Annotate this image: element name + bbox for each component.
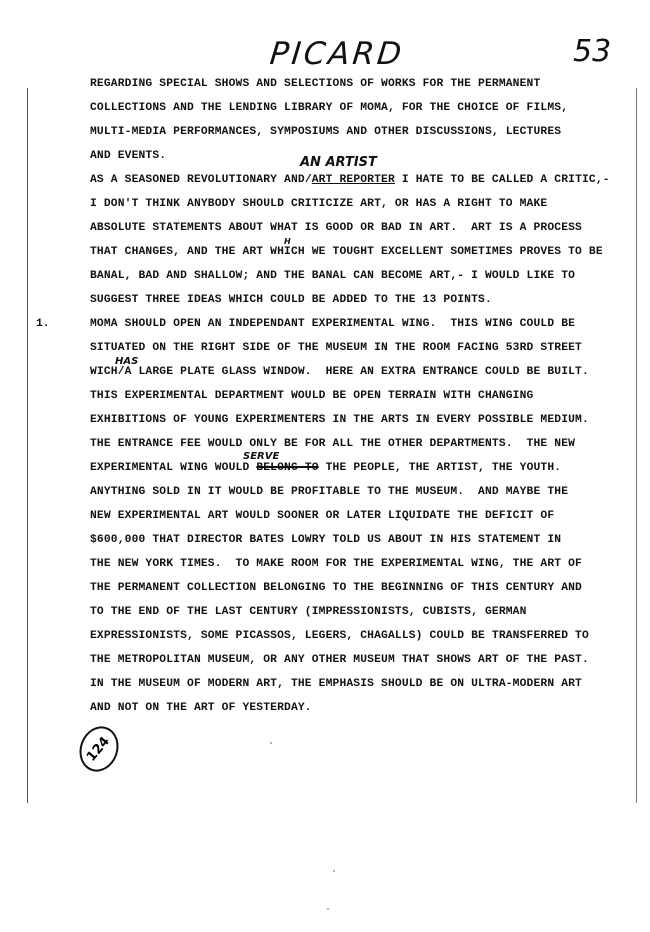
text-line: COLLECTIONS AND THE LENDING LIBRARY OF MOMA, FOR THE CHOICE OF FILMS, <box>90 102 569 114</box>
left-margin-line <box>27 88 28 803</box>
text-line: NEW EXPERIMENTAL ART WOULD SOONER OR LATER LIQUIDATE THE DEFICIT OF <box>90 510 555 522</box>
underlined-text: ART REPORTER <box>311 174 395 186</box>
scan-speck <box>270 742 272 744</box>
text-line: MOMA SHOULD OPEN AN INDEPENDANT EXPERIMENTAL WING. THIS WING COULD BE <box>90 318 576 330</box>
text-segment: AS A SEASONED REVOLUTIONARY AND <box>90 174 305 186</box>
text-line: SITUATED ON THE RIGHT SIDE OF THE MUSEUM IN THE ROOM FACING 53RD STREET <box>90 342 582 354</box>
annotation-an-artist: AN ARTIST <box>300 155 377 170</box>
text-line: WICH/A LARGE PLATE GLASS WINDOW. HERE AN EXTRA ENTRANCE COULD BE BUILT. <box>90 366 589 378</box>
annotation-has: HAS <box>115 356 139 367</box>
text-line: IN THE MUSEUM OF MODERN ART, THE EMPHASIS SHOULD BE ON ULTRA-MODERN ART <box>90 678 582 690</box>
circled-number <box>73 721 124 777</box>
text-line: THAT CHANGES, AND THE ART WHICH WE TOUGHT EXCELLENT SOMETIMES PROVES TO BE <box>90 246 603 258</box>
annotation-serve: SERVE <box>243 451 280 462</box>
circled-number-text: 124 <box>84 733 114 765</box>
text-line: SUGGEST THREE IDEAS WHICH COULD BE ADDED TO THE 13 POINTS. <box>90 294 492 306</box>
text-segment: EXPERIMENTAL WING WOULD <box>90 462 250 474</box>
text-line: THE METROPOLITAN MUSEUM, OR ANY OTHER MUSEUM THAT SHOWS ART OF THE PAST. <box>90 654 589 666</box>
text-line: TO THE END OF THE LAST CENTURY (IMPRESSIONISTS, CUBISTS, GERMAN <box>90 606 527 618</box>
insert-slash: / <box>304 174 312 186</box>
text-line <box>90 174 610 186</box>
handwritten-page-number: 53 <box>573 34 612 69</box>
text-line: BANAL, BAD AND SHALLOW; AND THE BANAL CAN BECOME ART,- I WOULD LIKE TO <box>90 270 576 282</box>
text-segment: THE PEOPLE, THE ARTIST, THE YOUTH. <box>318 462 562 474</box>
text-line: EXHIBITIONS OF YOUNG EXPERIMENTERS IN THE ARTS IN EVERY POSSIBLE MEDIUM. <box>90 414 589 426</box>
text-line: THE PERMANENT COLLECTION BELONGING TO THE BEGINNING OF THIS CENTURY AND <box>90 582 582 594</box>
text-line: AND NOT ON THE ART OF YESTERDAY. <box>90 702 312 714</box>
text-line: THE NEW YORK TIMES. TO MAKE ROOM FOR THE EXPERIMENTAL WING, THE ART OF <box>90 558 582 570</box>
text-line: ANYTHING SOLD IN IT WOULD BE PROFITABLE TO THE MUSEUM. AND MAYBE THE <box>90 486 569 498</box>
right-margin-line <box>636 88 637 803</box>
text-line: $600,000 THAT DIRECTOR BATES LOWRY TOLD US ABOUT IN HIS STATEMENT IN <box>90 534 562 546</box>
text-line: THE ENTRANCE FEE WOULD ONLY BE FOR ALL THE OTHER DEPARTMENTS. THE NEW <box>90 438 576 450</box>
handwritten-name: PICARD <box>268 36 407 72</box>
scan-speck <box>333 870 335 872</box>
text-line <box>90 462 561 474</box>
list-number: 1. <box>36 318 50 330</box>
text-segment: I HATE TO BE CALLED A CRITIC,- <box>394 174 610 186</box>
struck-text: BELONG TO <box>256 462 319 474</box>
text-line: THIS EXPERIMENTAL DEPARTMENT WOULD BE OPEN TERRAIN WITH CHANGING <box>90 390 534 402</box>
text-line: EXPRESSIONISTS, SOME PICASSOS, LEGERS, CHAGALLS) COULD BE TRANSFERRED TO <box>90 630 589 642</box>
text-line: MULTI-MEDIA PERFORMANCES, SYMPOSIUMS AND OTHER DISCUSSIONS, LECTURES <box>90 126 562 138</box>
text-line: AND EVENTS. <box>90 150 167 162</box>
text-line: I DON'T THINK ANYBODY SHOULD CRITICIZE ART, OR HAS A RIGHT TO MAKE <box>90 198 548 210</box>
scan-speck <box>327 908 329 910</box>
annotation-h-insert: H <box>284 237 291 246</box>
text-line: REGARDING SPECIAL SHOWS AND SELECTIONS OF WORKS FOR THE PERMANENT <box>90 78 541 90</box>
text-line: ABSOLUTE STATEMENTS ABOUT WHAT IS GOOD OR BAD IN ART. ART IS A PROCESS <box>90 222 582 234</box>
